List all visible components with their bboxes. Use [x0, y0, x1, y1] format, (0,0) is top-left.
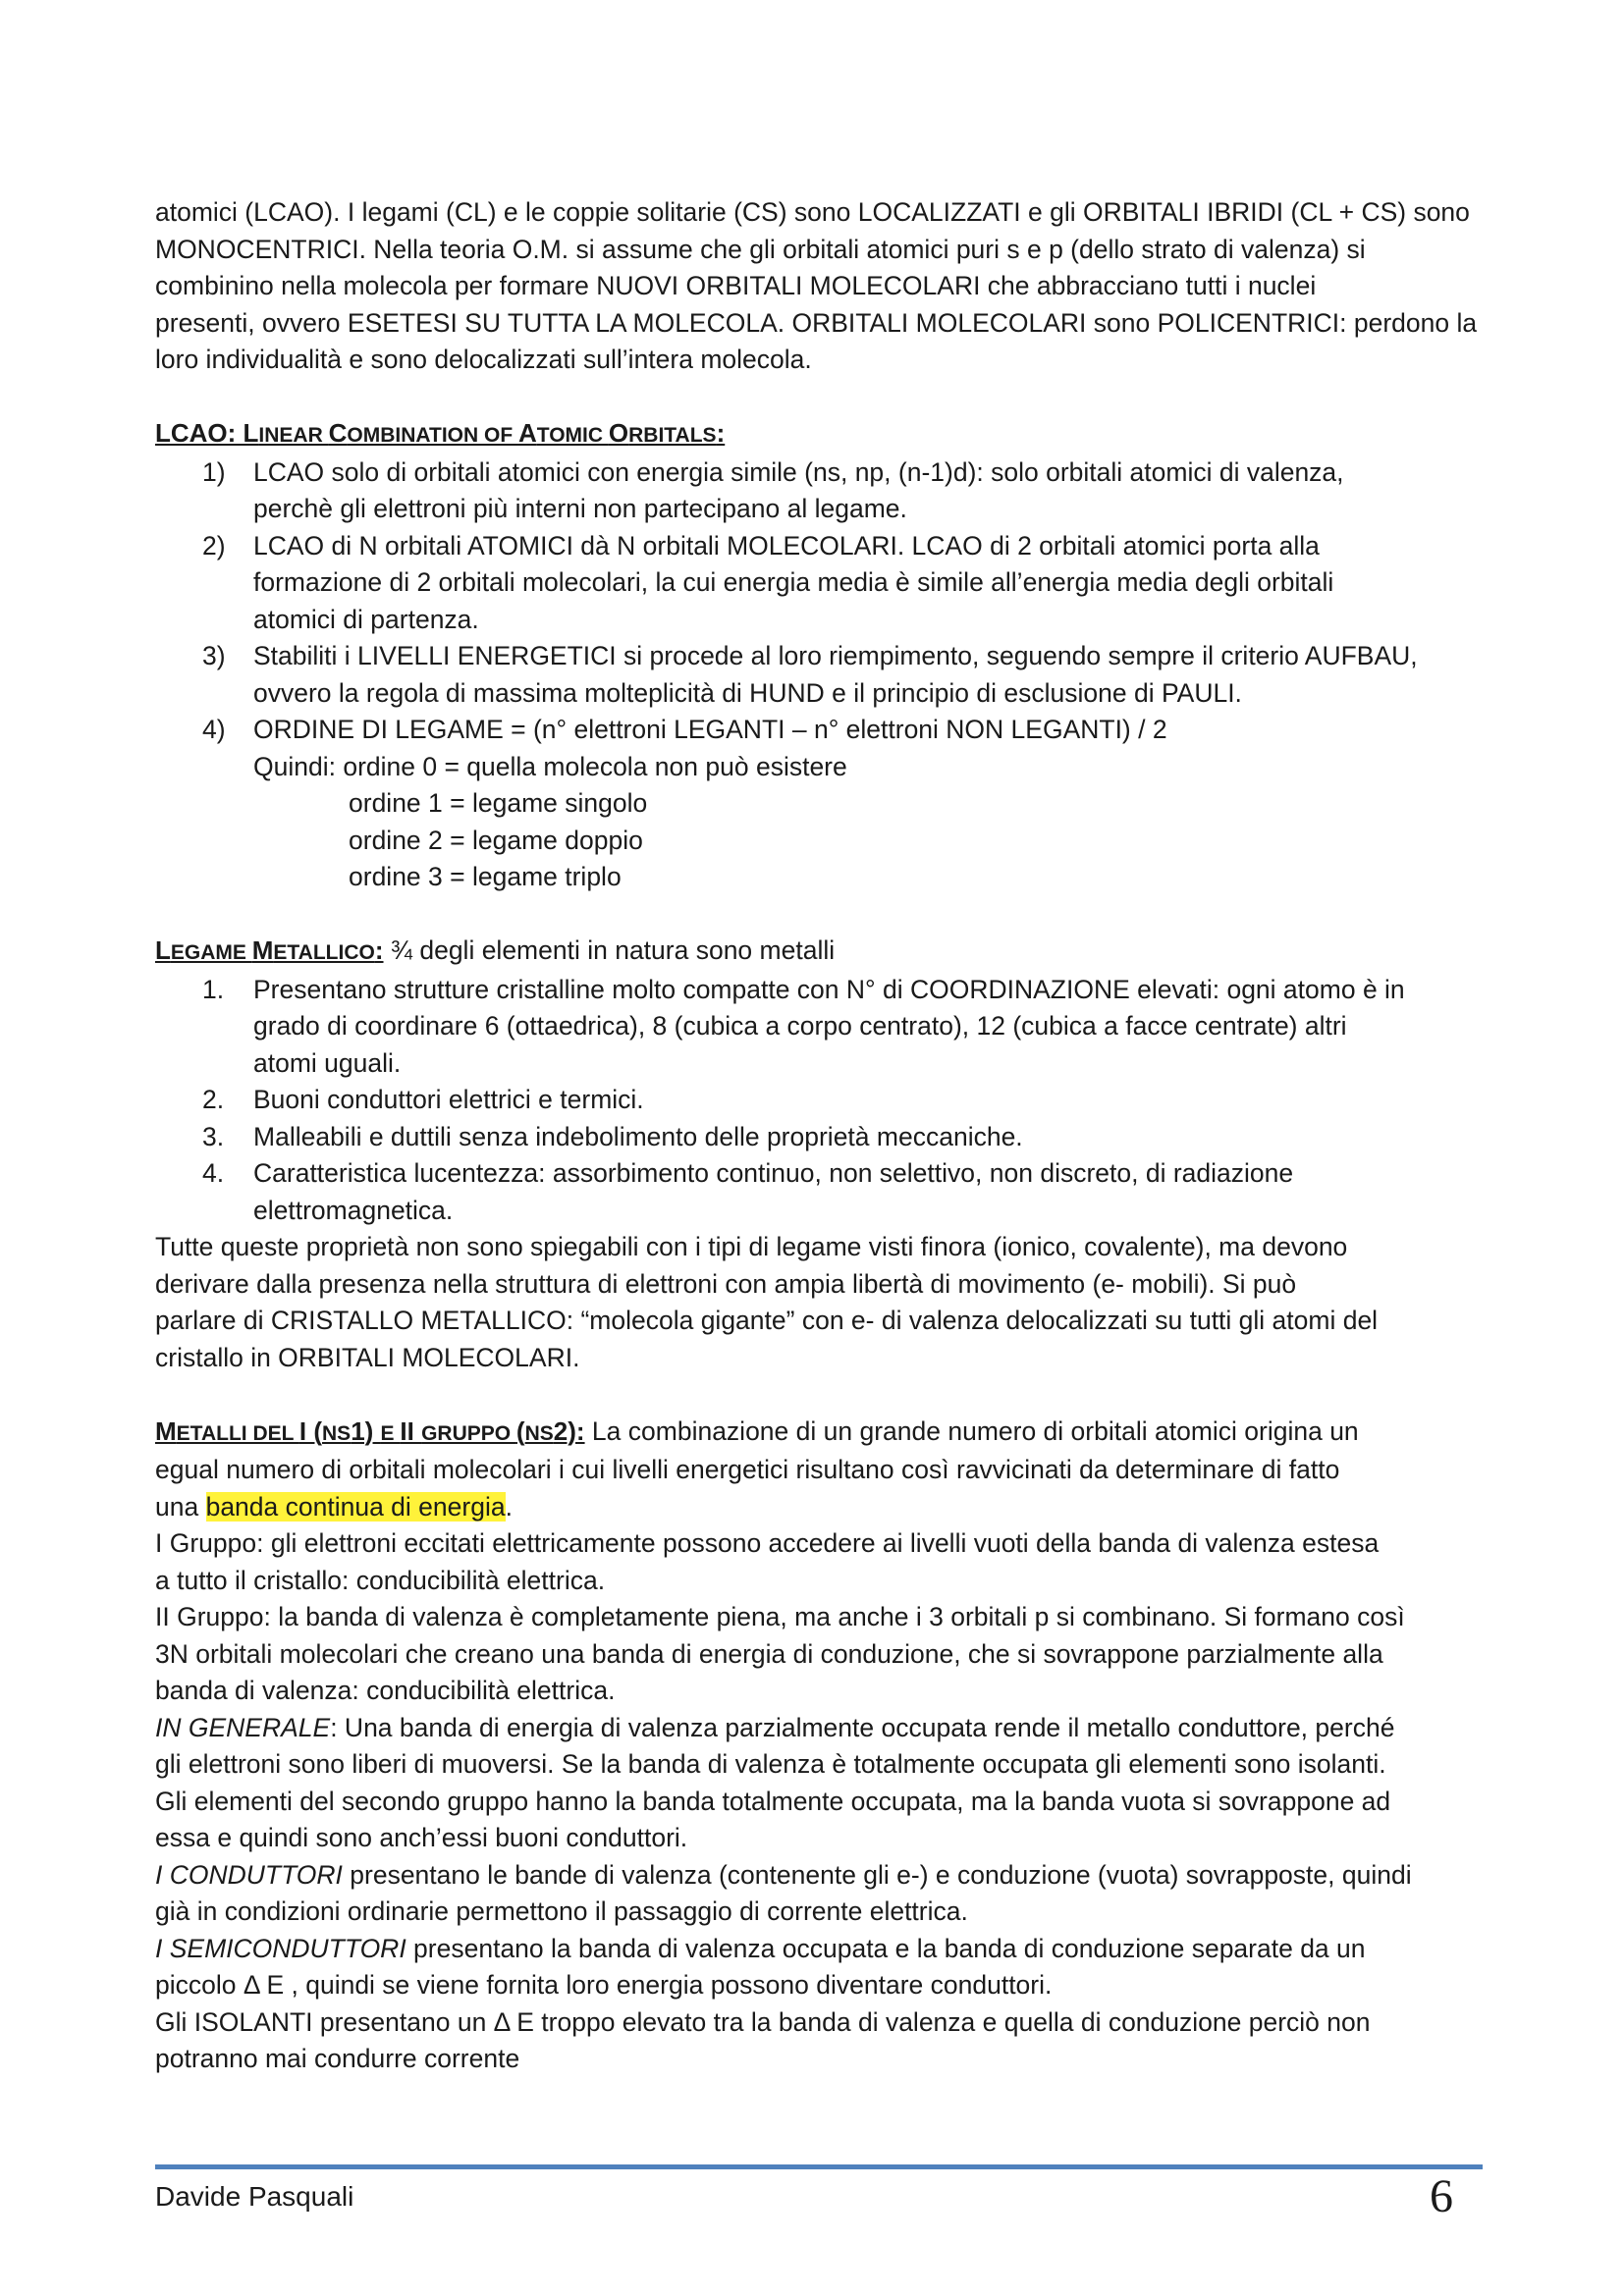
list-item: 2. Buoni conduttori elettrici e termici. — [202, 1085, 644, 1114]
text-line: combinino nella molecola per formare NUOVI ORBITALI MOLECOLARI che abbracciano tutti i nuclei — [155, 271, 1317, 300]
text-line: presenti, ovvero ESETESI SU TUTTA LA MOLECOLA. ORBITALI MOLECOLARI sono POLICENTRICI: perdono la — [155, 307, 1478, 338]
list-item: 1) LCAO solo di orbitali atomici con energia simile (ns, np, (n-1)d): solo orbitali atomici di valenza, perchè gli elettroni più interni non partecipano al legame. — [202, 456, 1344, 523]
footer-author: Davide Pasquali — [155, 2181, 354, 2212]
lcao-list — [155, 454, 1483, 749]
metallic-list — [155, 972, 1483, 1230]
text-line: atomici (LCAO). I legami (CL) e le coppie solitarie (CS) sono LOCALIZZATI e gli ORBITALI IBRIDI (CL + CS) sono — [155, 197, 1470, 227]
intro-paragraph — [155, 194, 1483, 379]
metals-heading-line: METALLI DEL I (NS1) E II GRUPPO (NS2): La combinazione di un grande numero di orbitali atomici origina un — [155, 1415, 1359, 1446]
bond-order-intro: Quindi: ordine 0 = quella molecola non può esistere — [253, 751, 847, 781]
list-item: 2) LCAO di N orbitali ATOMICI dà N orbitali MOLECOLARI. LCAO di 2 orbitali atomici porta alla formazione di 2 orbitali molecolari, la cui energia media è simile all’energia media degli orbitali atomici di partenza. — [202, 530, 1334, 634]
page-body: atomici (LCAO). I legami (CL) e le coppie solitarie (CS) sono LOCALIZZATI e gli ORBITALI IBRIDI (CL + CS) sono MONOCENTRICI. Nella teoria O.M. si assume che gli orbitali atomici puri s e p (dello strato di valenza) si combinino nella molecola per formare NUOVI ORBITALI MOLECOLARI che abbracciano tutti i nuclei presenti, ovvero ESETESI SU TUTTA LA MOLECOLA. ORBITALI MOLECOLARI sono POLICENTRICI: perdono la loro individualità e sono delocalizzati sull’intera molecola. LCAO: LINEAR COMBINATION OF ATOMIC ORBITALS: 1) LCAO solo di orbitali atomici con energia simile (ns, np, (n-1)d): solo orbitali atomici di valenza, perchè gli elettroni più interni non partecipano al legame. 2) LCAO di N orbitali ATOMICI dà N orbitali MOLECOLARI. LCAO di 2 orbitali atomici porta alla formazione di 2 orbitali molecolari, la cui energia media è simile all’energia media degli orbitali atomici di partenza. 3) Stabiliti i LIVELLI ENERGETICI si procede al loro riempimento, seguendo sempre il criterio AUFBAU, ovvero la regola di massima molteplicità di HUND e il principio di esclusione di PAULI. 4) ORDINE DI LEGAME = (n° elettroni LEGANTI – n° elettroni NON LEGANTI) / 2 Quindi: ordine 0 = quella molecola non può esistere ordine 1 = legame singolo ordine 2 = legame doppio ordine 3 = legame triplo LEGAME METALLICO: ¾ degli elementi in natura sono metalli 1. Presentano strutture cristalline molto compatte con N° di COORDINAZIONE elevati: ogni atomo è in grado di coordinare 6 (ottaedrica), 8 (cubica a corpo centrato), 12 (cubica a facce centrate) altri atomi uguali. 2. Buoni conduttori elettrici e termici. 3. Malleabili e duttili senza indebolimento delle proprietà meccaniche. 4. Caratteristica lucentezza: assorbimento continuo, non selettivo, non discreto, di radiazione elettromagnetica. Tutte queste proprietà non sono spiegabili con i tipi di legame visti finora (ionico, covalente), ma devono derivare dalla presenza nella struttura di elettroni con ampia libertà di movimento (e- mobili). Si può parlare di CRISTALLO METALLICO: “molecola gigante” con e- di valenza delocalizzati su tutti gli atomi del cristallo in ORBITALI MOLECOLARI. METALLI DEL I (NS1) E II GRUPPO (NS2): La combinazione di un grande numero di orbitali atomici origina un egual numero di orbitali molecolari i cui livelli energetici risultano così ravvicinati da determinare di fatto una banda continua di energia. I Gruppo: gli elettroni eccitati elettricamente possono accedere ai livelli vuoti della banda di valenza estesa a tutto il cristallo: conducibilità elettrica. II Gruppo: la banda di valenza è completamente piena, ma anche i 3 orbitali p si combinano. Si formano così 3N orbitali molecolari che creano una banda di energia di conduzione, che si sovrappone parzialmente alla banda di valenza: conducibilità elettrica. IN GENERALE: Una banda di energia di valenza parzialmente occupata rende il metallo conduttore, perché gli elettroni sono liberi di muoversi. Se la banda di valenza è totalmente occupata gli elementi sono isolanti. Gli elementi del secondo gruppo hanno la banda totalmente occupata, ma la banda vuota si sovrappone ad essa e quindi sono anch’essi buoni conduttori. I CONDUTTORI presentano le bande di valenza (contenente gli e-) e conduzione (vuota) sovrapposte, quindi già in condizioni ordinarie permettono il passaggio di corrente elettrica. I SEMICONDUTTORI presentano la banda di valenza occupata e la banda di conduzione separate da un piccolo Δ E , quindi se viene fornita loro energia possono diventare conduttori. Gli ISOLANTI presentano un Δ E troppo elevato tra la banda di valenza e quella di conduzione perciò non potranno mai condurre corrente — [155, 194, 1483, 2078]
metallic-paragraph: Tutte queste proprietà non sono spiegabili con i tipi di legame visti finora (ionico, covalente), ma devono derivare dalla presenza nella struttura di elettroni con ampia libertà di movimento (e- mobili). Si può parlare di CRISTALLO METALLICO: “molecola gigante” con e- di valenza delocalizzati su tutti gli atomi del cristallo in ORBITALI MOLECOLARI. — [155, 1232, 1379, 1372]
list-item: 4) ORDINE DI LEGAME = (n° elettroni LEGANTI – n° elettroni NON LEGANTI) / 2 — [202, 715, 1167, 744]
lcao-heading: LCAO: LINEAR COMBINATION OF ATOMIC ORBITALS: — [155, 418, 726, 448]
text-line: MONOCENTRICI. Nella teoria O.M. si assume che gli orbitali atomici puri s e p (dello strato di valenza) si — [155, 234, 1366, 264]
highlighted-text: banda continua di energia — [205, 1491, 506, 1522]
page-number: 6 — [1430, 2170, 1453, 2222]
bond-order-line: ordine 3 = legame triplo — [349, 862, 622, 891]
list-item: 3) Stabiliti i LIVELLI ENERGETICI si procede al loro riempimento, seguendo sempre il criterio AUFBAU, ovvero la regola di massima molteplicità di HUND e il principio di esclusione di PAULI. — [202, 641, 1418, 708]
list-item: 3. Malleabili e duttili senza indebolimento delle proprietà meccaniche. — [202, 1121, 1023, 1151]
metallic-bond-heading-line: LEGAME METALLICO: ¾ degli elementi in natura sono metalli — [155, 935, 836, 965]
bond-order-line: ordine 2 = legame doppio — [349, 825, 643, 855]
text-line: una banda continua di energia. — [155, 1491, 513, 1522]
bond-order-line: ordine 1 = legame singolo — [349, 788, 648, 818]
text-line: I SEMICONDUTTORI presentano la banda di valenza occupata e la banda di conduzione separate da un — [155, 1933, 1366, 1963]
footer-divider — [155, 2164, 1483, 2169]
text-line: egual numero di orbitali molecolari i cui livelli energetici risultano così ravvicinati da determinare di fatto — [155, 1455, 1340, 1484]
list-item: 1. Presentano strutture cristalline molto compatte con N° di COORDINAZIONE elevati: ogni atomo è in grado di coordinare 6 (ottaedrica), 8 (cubica a corpo centrato), 12 (cubica a facce centrate) altri atomi uguali. — [202, 974, 1405, 1078]
text-line: loro individualità e sono delocalizzati sull’intera molecola. — [155, 345, 812, 374]
list-item: 4. Caratteristica lucentezza: assorbimento continuo, non selettivo, non discreto, di radiazione elettromagnetica. — [202, 1158, 1294, 1225]
text-line: IN GENERALE: Una banda di energia di valenza parzialmente occupata rende il metallo conduttore, perché — [155, 1712, 1395, 1742]
text-line: I CONDUTTORI presentano le bande di valenza (contenente gli e-) e conduzione (vuota) sovrapposte, quindi — [155, 1859, 1412, 1890]
